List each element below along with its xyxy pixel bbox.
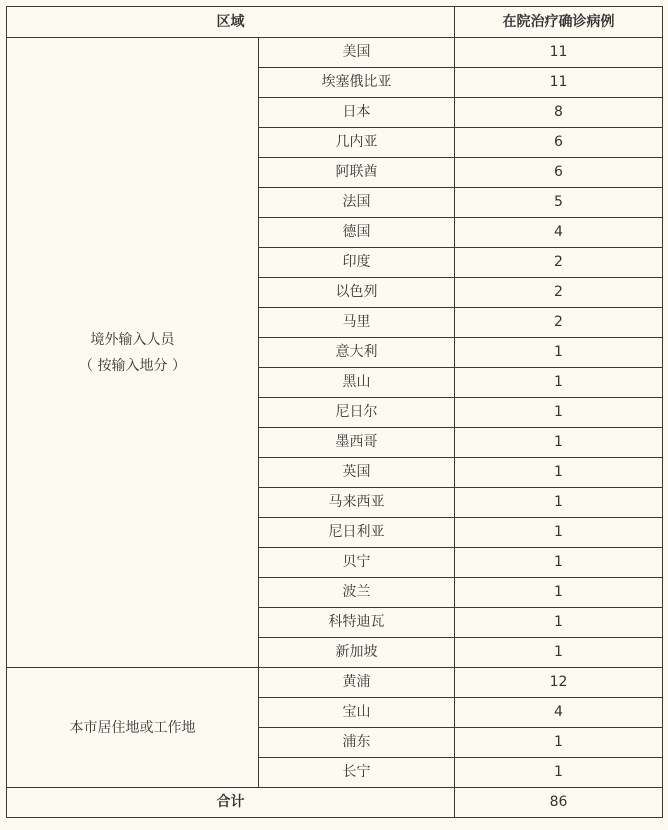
group-label-line1: 境外输入人员	[90, 331, 175, 348]
case-count: 1	[455, 368, 663, 398]
case-count: 11	[455, 68, 663, 98]
case-count: 2	[455, 278, 663, 308]
region-name: 科特迪瓦	[259, 608, 455, 638]
region-name: 长宁	[259, 758, 455, 788]
region-name: 马来西亚	[259, 488, 455, 518]
region-name: 波兰	[259, 578, 455, 608]
case-count: 6	[455, 128, 663, 158]
case-count: 1	[455, 758, 663, 788]
header-region: 区域	[7, 7, 455, 38]
table-row	[7, 668, 663, 698]
case-count: 1	[455, 518, 663, 548]
region-name: 马里	[259, 308, 455, 338]
case-count: 1	[455, 458, 663, 488]
region-name: 英国	[259, 458, 455, 488]
region-name: 埃塞俄比亚	[259, 68, 455, 98]
cases-table	[6, 6, 663, 818]
group-label	[7, 38, 259, 668]
region-name: 墨西哥	[259, 428, 455, 458]
region-name: 几内亚	[259, 128, 455, 158]
region-name: 印度	[259, 248, 455, 278]
region-name: 宝山	[259, 698, 455, 728]
case-count: 11	[455, 38, 663, 68]
case-count: 12	[455, 668, 663, 698]
total-row	[7, 788, 663, 818]
case-count: 8	[455, 98, 663, 128]
case-count: 1	[455, 488, 663, 518]
case-count: 6	[455, 158, 663, 188]
region-name: 以色列	[259, 278, 455, 308]
table-body	[7, 38, 663, 818]
table-row	[7, 38, 663, 68]
total-label: 合计	[7, 788, 455, 818]
case-count: 4	[455, 698, 663, 728]
region-name: 尼日利亚	[259, 518, 455, 548]
header-cases: 在院治疗确诊病例	[455, 7, 663, 38]
region-name: 意大利	[259, 338, 455, 368]
region-name: 日本	[259, 98, 455, 128]
case-count: 1	[455, 608, 663, 638]
region-name: 德国	[259, 218, 455, 248]
group-label-line1: 本市居住地或工作地	[69, 719, 196, 736]
region-name: 美国	[259, 38, 455, 68]
case-count: 1	[455, 578, 663, 608]
region-name: 尼日尔	[259, 398, 455, 428]
region-name: 新加坡	[259, 638, 455, 668]
region-name: 浦东	[259, 728, 455, 758]
case-count: 4	[455, 218, 663, 248]
region-name: 黄浦	[259, 668, 455, 698]
case-count: 1	[455, 638, 663, 668]
case-count: 1	[455, 548, 663, 578]
case-count: 1	[455, 728, 663, 758]
case-count: 1	[455, 398, 663, 428]
case-count: 2	[455, 248, 663, 278]
group-label-line2: （ 按输入地分 ）	[79, 357, 186, 374]
region-name: 阿联酋	[259, 158, 455, 188]
total-value: 86	[455, 788, 663, 818]
group-label	[7, 668, 259, 788]
case-count: 1	[455, 428, 663, 458]
header-row	[7, 7, 663, 38]
region-name: 贝宁	[259, 548, 455, 578]
case-count: 2	[455, 308, 663, 338]
region-name: 黑山	[259, 368, 455, 398]
case-count: 1	[455, 338, 663, 368]
region-name: 法国	[259, 188, 455, 218]
case-count: 5	[455, 188, 663, 218]
